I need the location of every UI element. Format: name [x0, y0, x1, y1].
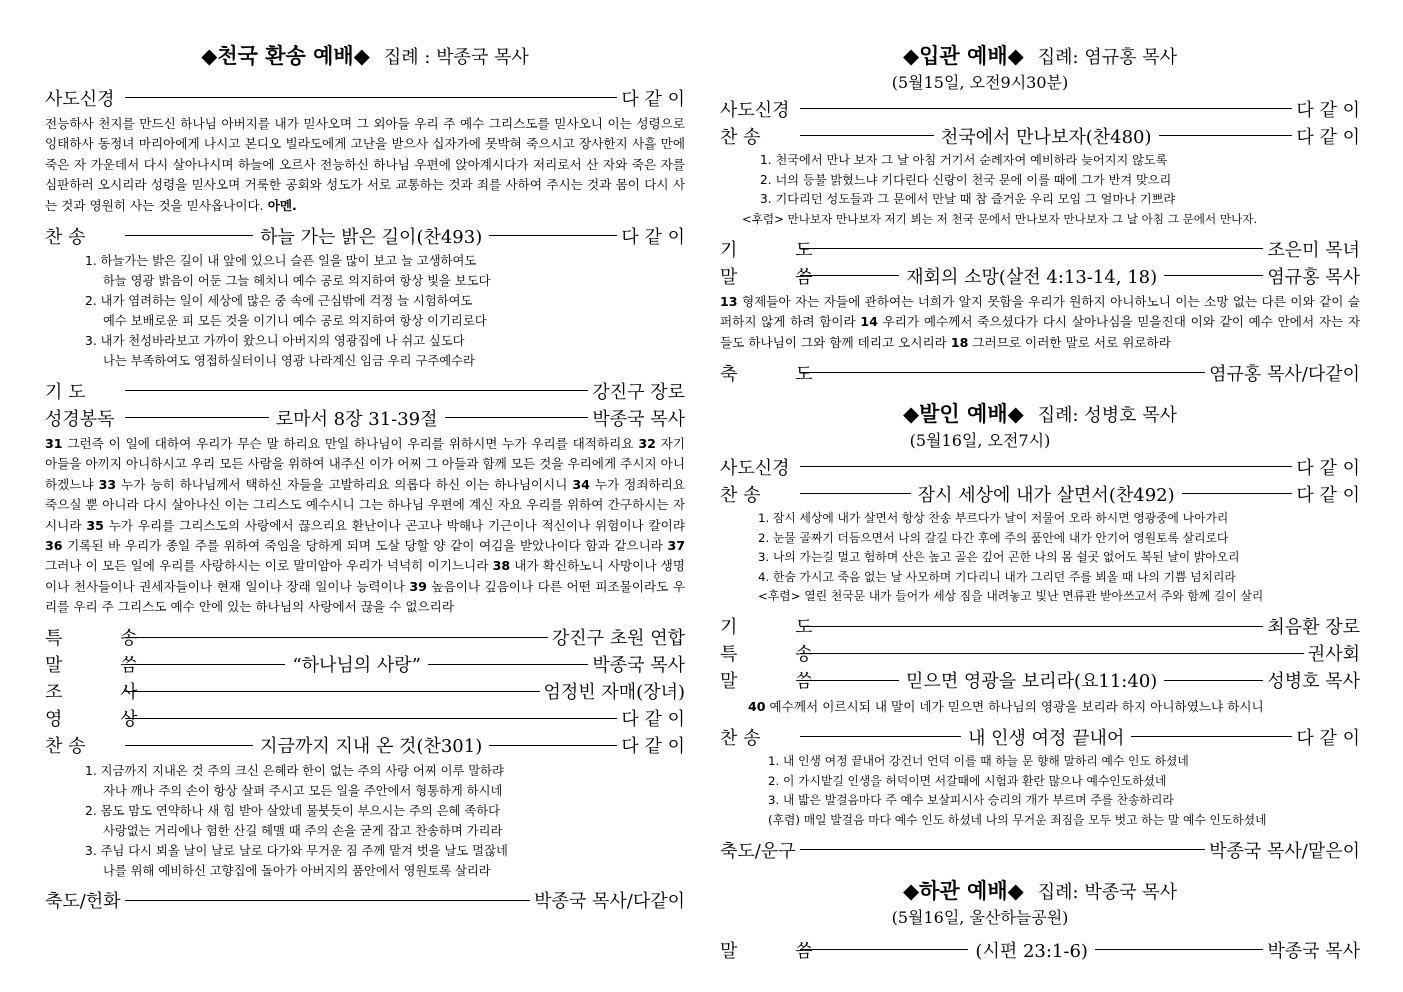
benediction-row — [720, 836, 1360, 863]
hymn-title: 지금까지 지내 온 것(찬301) — [260, 736, 483, 758]
hymn-title: 잠시 세상에 내가 살면서(찬492) — [917, 484, 1175, 506]
leader-name: 다 같 이 — [1296, 99, 1360, 121]
sermon-row — [720, 667, 1360, 694]
leader-name: 성병호 목사 — [1267, 671, 1361, 693]
creed-body: 전능하사 천지를 만드신 하나님 아버지를 내가 믿사오며 그 외아들 우리 주 예수 그리스도를 믿사오니 이는 성령으로 잉태하사 동정녀 마리아에게 나시고 본디오 빌라도에게 고난을 받으사 십자가에 못박혀 죽으시고 장사한지 사흘 만에 죽은 자 가운데서 다시 살아나시며 하늘에 오르사 전능하신 하나님 우편에 앉아계시다가 저리로서 산 자와 죽은 자를 심판하러 오시리라 성령을 믿사오며 거룩한 공회와 성도가 서로 교통하는 것과 죄를 사하여 주시는 것과 몸이 다시 사는 것과 영원히 사는 것을 믿사옵나이다. — [45, 116, 685, 213]
leader-name: 박종국 목사 — [1267, 940, 1361, 962]
order-label: 특 송 — [45, 628, 164, 650]
service-date: (5월15일, 오전9시30분) — [891, 73, 1069, 92]
verse-text: 내가 확신하노니 사망이나 생명이나 천사들이나 권세자들이나 현재 일이나 장래 일이나 능력이나 — [45, 558, 686, 594]
verse-number: 31 — [45, 436, 63, 452]
verse-number: 36 — [45, 538, 63, 554]
creed-text — [45, 114, 685, 216]
officiant: 집례: 염규홍 목사 — [1037, 47, 1177, 68]
leader-line — [489, 235, 617, 236]
scripture-text — [748, 697, 1360, 717]
leader-line — [800, 680, 899, 681]
leader-line — [125, 900, 530, 901]
creed-amen: 아멘. — [267, 197, 297, 213]
leader-name: 최음환 장로 — [1267, 617, 1360, 639]
leader-line — [800, 493, 911, 494]
burial-services-column — [720, 40, 1360, 963]
sermon-title: (시편 23:1-6) — [975, 940, 1088, 962]
prayer-row — [720, 235, 1360, 262]
verse-number: 37 — [667, 538, 685, 554]
hymn-line: 1. 잠시 세상에 내가 살면서 항상 찬송 부르다가 날이 저물어 오라 하시면 영광중에 나아가리 — [758, 511, 1229, 526]
order-label: 찬 송 — [720, 484, 761, 506]
leader-name: 조은미 목녀 — [1267, 239, 1360, 261]
scripture-text — [720, 292, 1360, 353]
creed-row — [720, 95, 1360, 122]
verse-text: 기록된 바 우리가 종일 주를 위하여 죽임을 당하게 되며 도살 당할 양 같이 여김을 받았나이다 함과 같으니라 — [62, 538, 668, 554]
order-label: 특 송 — [720, 644, 839, 666]
order-label: 기 도 — [720, 617, 839, 639]
leader-name: 다 같 이 — [1296, 484, 1361, 506]
leader-line — [125, 664, 285, 665]
verse-text: 형제들아 자는 자들에 관하여는 너희가 알지 못함을 우리가 원하지 아니하노니 이는 소망 없는 다른 이와 같이 슬퍼하지 않게 하려 함이라 — [720, 294, 1360, 330]
leader-line — [489, 745, 617, 746]
hymn-line: 2. 눈물 골짜기 더듬으면서 나의 갈길 다간 후에 주의 품안에 내가 안기어 영원토록 살리로다 — [758, 530, 1229, 545]
leader-line — [1164, 680, 1263, 681]
leader-name: 권사회 — [1307, 644, 1360, 666]
hymn-line: 나는 부족하여도 영접하실터이니 영광 나라계신 임금 우리 구주예수라 — [103, 354, 475, 369]
hymn-line: 3. 내 밟은 발걸음마다 주 예수 보살피시사 승리의 개가 부르며 주를 찬송하리라 — [768, 793, 1174, 808]
leader-line — [800, 135, 934, 136]
service-date: (5월16일, 오전7시) — [909, 431, 1051, 451]
sermon-row — [720, 262, 1360, 289]
hymn-refrain: <후렴> 열린 천국문 내가 들어가 세상 짐을 내려놓고 빛난 면류관 받아쓰고서 주와 함께 길이 살리 — [758, 589, 1264, 604]
order-label: 찬 송 — [720, 727, 761, 749]
leader-name: 박종국 목사 — [592, 655, 686, 677]
leader-line — [800, 466, 1292, 467]
leader-name: 염규홍 목사 — [1267, 266, 1361, 288]
hymn-lyrics — [85, 761, 685, 881]
hymn-line: 1. 지금까지 지내온 것 주의 크신 은혜라 한이 없는 주의 사랑 어찌 이루 말하랴 — [85, 763, 504, 778]
verse-number: 39 — [409, 578, 427, 594]
leader-name: 강진구 초원 연합 — [551, 628, 685, 650]
hymn-line: 3. 나의 가는길 멀고 험하며 산은 높고 골은 깊어 곤한 나의 몸 쉴곳 없어도 복된 날이 밝아오리 — [758, 550, 1240, 565]
condolence-row — [45, 678, 685, 705]
leader-line — [445, 417, 589, 418]
order-label: 성경봉독 — [45, 408, 115, 430]
verse-number: 18 — [950, 334, 969, 350]
leader-name: 다 같 이 — [621, 709, 685, 731]
order-label: 기 도 — [45, 381, 86, 403]
verse-text: 자기 아들을 아끼지 아니하시고 우리 모든 사람을 위하여 내주신 이가 어찌 그 아들과 함께 모든 것을 우리에게 주시지 아니하겠느냐 — [45, 436, 685, 492]
hymn-row — [45, 222, 685, 249]
order-label: 말 씀 — [720, 940, 839, 962]
leader-name: 다 같 이 — [621, 736, 686, 758]
leader-line — [125, 718, 617, 719]
sermon-row — [720, 936, 1360, 963]
hymn-lyrics — [85, 251, 685, 371]
service-title-text: ◆입관 예배◆ — [903, 43, 1024, 68]
service-title-text: ◆하관 예배◆ — [903, 878, 1024, 904]
order-label: 기 도 — [720, 239, 839, 261]
verse-text: 그러나 이 모든 일에 우리를 사랑하시는 이로 말미암아 우리가 넉넉히 이기느니라 — [45, 558, 493, 574]
order-label: 찬 송 — [720, 126, 761, 148]
verse-number: 34 — [572, 476, 590, 492]
verse-text: 그런즉 이 일에 대하여 우리가 무슨 말 하리요 만일 하나님이 우리를 위하시면 누가 우리를 대적하리요 — [62, 436, 639, 452]
service-title — [720, 398, 1360, 428]
sermon-row — [45, 651, 685, 678]
hymn-row — [720, 723, 1360, 750]
scripture-text — [45, 434, 685, 618]
order-label: 사도신경 — [720, 457, 790, 479]
hymn-line: 1. 천국에서 만나 보자 그 날 아침 거기서 순례자여 예비하라 늦어지지 않도록 — [760, 153, 1168, 167]
leader-name: 다 같 이 — [1296, 727, 1361, 749]
leader-line — [800, 736, 961, 737]
verse-text: 우리가 예수께서 죽으셨다가 다시 살아나심을 믿을진대 이와 같이 예수 안에서 자는 자들도 하나님이 그와 함께 데리고 오시리라 — [720, 314, 1361, 350]
special-song-row — [45, 624, 685, 651]
leader-name: 다 같 이 — [1296, 126, 1361, 148]
order-label: 축도/헌화 — [45, 891, 121, 913]
prayer-row — [720, 613, 1360, 640]
leader-line — [125, 390, 588, 391]
hymn-title: 내 인생 여정 끝내어 — [968, 727, 1125, 749]
order-label: 조 사 — [45, 682, 164, 704]
leader-name: 염규홍 목사/다같이 — [1209, 363, 1360, 385]
hymn-line: 나를 위해 예비하신 고향집에 돌아가 아버지의 품안에서 영원토록 살리라 — [103, 863, 491, 878]
leader-line — [800, 275, 899, 276]
hymn-line: 2. 너의 등불 밝혔느냐 기다린다 신랑이 천국 문에 이를 때에 그가 반겨 맞으리 — [760, 172, 1172, 187]
service-title-text: ◆천국 환송 예배◆ — [201, 43, 370, 68]
hymn-line: 1. 내 인생 여정 끝내어 강건너 언덕 이를 때 하늘 문 향해 말하리 예수 인도 하셨네 — [768, 754, 1189, 769]
verse-number: 35 — [86, 517, 104, 533]
leader-name: 박종국 목사 — [592, 408, 685, 430]
video-row — [45, 705, 685, 732]
leader-line — [800, 849, 1205, 850]
leader-line — [125, 691, 540, 692]
verse-number: 40 — [748, 698, 766, 714]
service-date: (5월16일, 울산하늘공원) — [891, 908, 1069, 928]
hymn-line: 자나 깨나 주의 손이 항상 살펴 주시고 모든 일을 주안에서 형통하게 하시네 — [103, 783, 503, 798]
order-label: 축도/운구 — [720, 840, 796, 862]
leader-line — [125, 235, 253, 236]
verse-text: 예수께서 이르시되 내 말이 네가 믿으면 하나님의 영광을 보리라 하지 아니하였느냐 하시니 — [765, 698, 1264, 714]
leader-name: 다 같 이 — [1296, 457, 1360, 479]
reading-title: 로마서 8장 31-39절 — [275, 408, 438, 430]
hymn-row — [45, 732, 685, 759]
leader-line — [125, 97, 617, 98]
order-label: 찬 송 — [45, 736, 86, 758]
leader-line — [1182, 493, 1293, 494]
service-title-text: ◆발인 예배◆ — [903, 401, 1024, 427]
sermon-title: 믿으면 영광을 보리라(요11:40) — [906, 671, 1158, 693]
leader-line — [800, 108, 1292, 109]
verse-number: 13 — [720, 294, 738, 309]
benediction-row — [720, 359, 1360, 386]
leader-line — [800, 653, 1304, 654]
officiant: 집례: 성병호 목사 — [1037, 405, 1177, 427]
hymn-lyrics — [742, 151, 1360, 229]
service-title — [720, 40, 1360, 70]
hymn-refrain: <후렴> 만나보자 만나보자 저기 뵈는 저 천국 문에서 만나보자 만나보자 그 날 아침 그 문에서 만나자. — [742, 211, 1258, 226]
hymn-line: 3. 내가 천성바라보고 가까이 왔으니 아버지의 영광집에 나 쉬고 싶도다 — [85, 334, 465, 349]
benediction-row — [45, 887, 685, 914]
hymn-row — [720, 480, 1360, 507]
leader-line — [800, 372, 1205, 373]
hymn-line: 3. 주님 다시 뵈올 날이 날로 날로 다가와 무거운 짐 주께 맡겨 벗을 날도 멀잖네 — [85, 843, 508, 858]
reading-row — [45, 404, 685, 431]
leader-line — [1095, 949, 1263, 950]
creed-row — [720, 453, 1360, 480]
order-label: 말 씀 — [45, 655, 164, 677]
leader-line — [1159, 135, 1293, 136]
officiant: 집례 : 박종국 목사 — [383, 47, 529, 68]
hymn-line: 하늘 영광 밝음이 어둔 그늘 헤치니 예수 공로 의지하여 항상 빛을 보도다 — [103, 274, 491, 289]
leader-line — [125, 745, 253, 746]
hymn-line: 1. 하늘가는 밝은 길이 내 앞에 있으니 슬픈 일을 많이 보고 늘 고생하여도 — [85, 254, 477, 269]
hymn-line: 4. 한숨 가시고 죽음 없는 날 사모하며 기다리니 내가 그리던 주를 뵈올 때 나의 기쁨 넘치리라 — [758, 569, 1236, 584]
service-title — [720, 875, 1360, 905]
leader-line — [1164, 275, 1263, 276]
service-title — [45, 40, 685, 70]
order-label: 영 상 — [45, 709, 164, 731]
leader-line — [125, 637, 548, 638]
verse-number: 33 — [98, 476, 117, 492]
leader-line — [800, 248, 1263, 249]
hymn-lyrics — [768, 752, 1360, 830]
hymn-line: 3. 기다리던 성도들과 그 문에서 만날 때 참 즐거운 우리 모임 그 얼마나 기쁘랴 — [760, 192, 1176, 206]
leader-line — [428, 664, 588, 665]
hymn-line: 2. 내가 염려하는 일이 세상에 많은 중 속에 근심밖에 걱정 늘 시험하여도 — [85, 294, 473, 309]
order-label: 말 씀 — [720, 671, 839, 693]
funeral-service-column — [45, 40, 685, 914]
hymn-line: 2. 이 가시밭길 인생을 허덕이면 서갈때에 시험과 환란 많으나 예수인도하셨네 — [768, 773, 1167, 788]
order-label: 사도신경 — [720, 99, 790, 121]
leader-name: 박종국 목사/맡은이 — [1209, 840, 1360, 862]
leader-line — [125, 417, 269, 418]
special-song-row — [720, 640, 1360, 667]
verse-text: 높음이나 깊음이나 다른 어떤 피조물이라도 우리를 우리 주 그리스도 예수 안에 있는 하나님의 사랑에서 끊을 수 없으리라 — [45, 578, 685, 615]
leader-name: 다 같 이 — [621, 226, 686, 248]
verse-text: 누가 우리를 그리스도의 사랑에서 끊으리요 환난이나 곤고나 박해나 기근이나 적신이나 위험이나 칼이랴 — [103, 517, 685, 533]
leader-line — [800, 626, 1263, 627]
verse-text: 누가 능히 하나님께서 택하신 자들을 고발하리요 의롭다 하신 이는 하나님이시니 — [116, 476, 573, 492]
sermon-title: “하나님의 사랑” — [292, 655, 421, 677]
leader-name: 다 같 이 — [621, 88, 685, 110]
leader-name: 강진구 장로 — [592, 381, 685, 403]
officiant: 집례: 박종국 목사 — [1037, 882, 1177, 904]
leader-name: 엄정빈 자매(장녀) — [543, 682, 685, 704]
leader-name: 박종국 목사/다같이 — [534, 891, 685, 913]
leader-line — [1131, 736, 1292, 737]
hymn-lyrics — [758, 509, 1360, 607]
hymn-title: 천국에서 만나보자(찬480) — [940, 126, 1152, 148]
sermon-title: 재회의 소망(살전 4:13-14, 18) — [906, 266, 1158, 288]
verse-number: 38 — [492, 558, 511, 574]
creed-row — [45, 84, 685, 111]
verse-number: 32 — [638, 436, 656, 452]
order-label: 말 씀 — [720, 266, 839, 288]
order-label: 사도신경 — [45, 88, 115, 110]
leader-line — [800, 949, 968, 950]
verse-text: 그러므로 이러한 말로 서로 위로하라 — [968, 334, 1171, 350]
hymn-line: 2. 몸도 맘도 연약하나 새 힘 받아 살았네 물붓듯이 부으시는 주의 은혜 족하다 — [85, 803, 501, 818]
hymn-line: 예수 보배로운 피 모든 것을 이기니 예수 공로 의지하여 항상 이기리로다 — [103, 314, 487, 329]
prayer-row — [45, 377, 685, 404]
hymn-refrain: (후렴) 매일 발걸음 마다 예수 인도 하셨네 나의 무거운 죄짐을 모두 벗고 하는 말 예수 인도하셨네 — [768, 812, 1267, 827]
hymn-row — [720, 122, 1360, 149]
verse-text: 누가 정죄하리요 죽으실 뿐 아니라 다시 살아나신 이는 그리스도 예수시니 그는 하나님 우편에 계신 자요 우리를 위하여 간구하시는 자시니라 — [45, 476, 685, 533]
hymn-title: 하늘 가는 밝은 길이(찬493) — [260, 226, 483, 248]
hymn-line: 사랑없는 거리에나 험한 산길 헤맬 때 주의 손을 굳게 잡고 찬송하며 가리라 — [103, 823, 503, 838]
order-label: 찬 송 — [45, 226, 86, 248]
verse-number: 14 — [860, 314, 878, 330]
order-label: 축 도 — [720, 363, 839, 385]
